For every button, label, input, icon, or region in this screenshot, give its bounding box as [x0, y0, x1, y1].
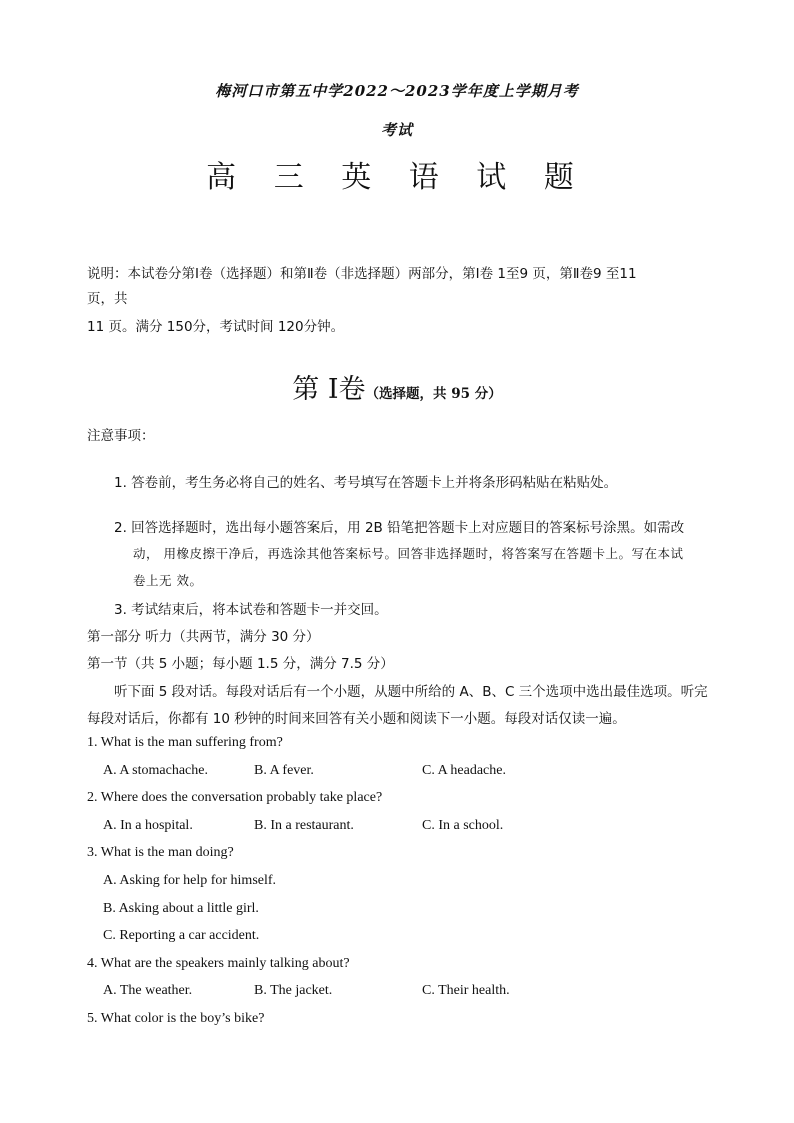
question-4-stem: 4. What are the speakers mainly talking about?	[87, 956, 350, 971]
school-exam-heading: 梅河口市第五中学2022～2023学年度上学期月考	[215, 82, 579, 100]
notes-item-2-line-1: 2. 回答选择题时，选出每小题答案后，用 2B 铅笔把答题卡上对应题目的答案标号涂黑。如需改	[114, 520, 685, 536]
question-2-stem: 2. Where does the conversation probably take place?	[87, 790, 383, 805]
instructions-line-1: 听下面 5 段对话。每段对话后有一个小题，从题中所给的 A、B、C 三个选项中选出最佳选项。听完	[114, 684, 708, 700]
question-1-option-b: B. A fever.	[254, 763, 314, 778]
question-3-stem: 3. What is the man doing?	[87, 845, 234, 860]
question-3-option-a: A. Asking for help for himself.	[103, 873, 277, 888]
volume-1-title-main: 第 Ⅰ卷	[292, 374, 366, 405]
instructions-line-2: 每段对话后，你都有 10 秒钟的时间来回答有关小题和阅读下一小题。每段对话仅读一遍。	[87, 711, 626, 727]
question-3-option-b: B. Asking about a little girl.	[103, 901, 259, 916]
part-1-heading: 第一部分 听力（共两节，满分 30 分）	[87, 629, 320, 645]
notes-item-2-line-3: 卷上无 效。	[133, 573, 203, 588]
question-1-option-c: C. A headache.	[422, 763, 506, 778]
notes-item-2-line-2: 动， 用橡皮擦干净后，再选涂其他答案标号。回答非选择题时，将答案写在答题卡上。写在本试	[133, 546, 684, 561]
section-1-heading: 第一节（共 5 小题；每小题 1.5 分，满分 7.5 分）	[87, 656, 394, 672]
subject-title: 高 三 英 语 试 题	[206, 160, 588, 195]
volume-1-title	[0, 367, 794, 406]
question-2-option-c: C. In a school.	[422, 818, 504, 833]
exam-subheading: 考试	[380, 121, 413, 139]
notes-item-1: 1. 答卷前，考生务必将自己的姓名、考号填写在答题卡上并将条形码粘贴在粘贴处。	[114, 475, 618, 491]
question-2-option-a: A. In a hospital.	[103, 818, 193, 833]
question-2-option-b: B. In a restaurant.	[254, 818, 354, 833]
description-line-1: 说明：本试卷分第Ⅰ卷（选择题）和第Ⅱ卷（非选择题）两部分，第Ⅰ卷 1至9 页，第Ⅱ卷9 至11	[87, 266, 637, 282]
notes-item-3: 3. 考试结束后，将本试卷和答题卡一并交回。	[114, 602, 388, 618]
question-3-option-c: C. Reporting a car accident.	[103, 928, 260, 943]
description-line-2: 页，共	[87, 291, 128, 307]
question-4-option-c: C. Their health.	[422, 983, 510, 998]
question-1-stem: 1. What is the man suffering from?	[87, 735, 283, 750]
question-5-stem: 5. What color is the boy’s bike?	[87, 1011, 265, 1026]
question-1-option-a: A. A stomachache.	[103, 763, 208, 778]
question-4-option-a: A. The weather.	[103, 983, 193, 998]
volume-1-title-note: （选择题，共 95 分）	[365, 386, 502, 402]
notes-heading: 注意事项：	[87, 428, 155, 444]
question-4-option-b: B. The jacket.	[254, 983, 333, 998]
description-line-3: 11 页。满分 150分，考试时间 120分钟。	[87, 319, 345, 335]
